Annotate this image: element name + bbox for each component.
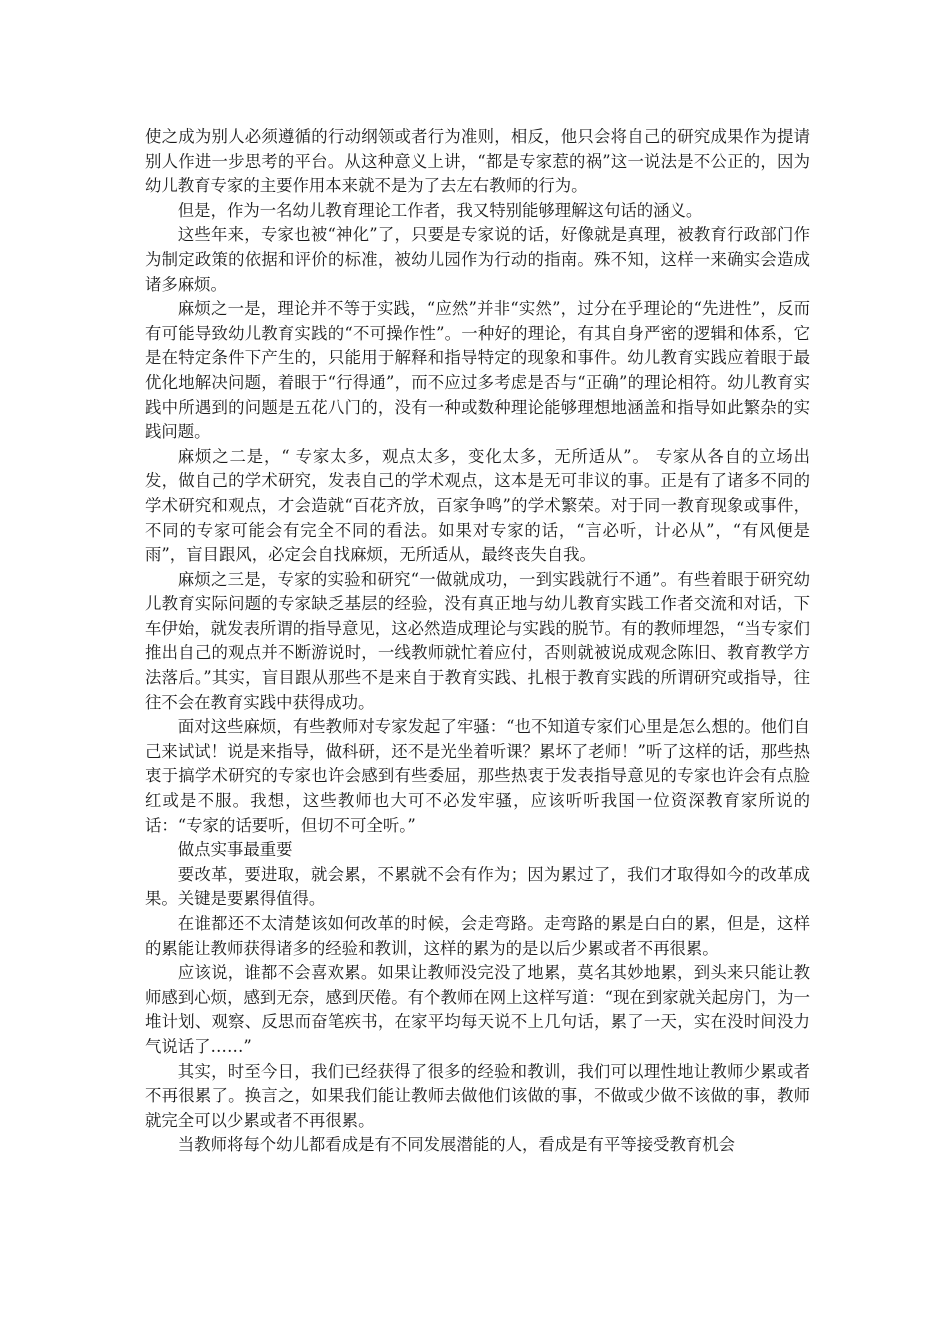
paragraph: 在谁都还不太清楚该如何改革的时候，会走弯路。走弯路的累是白白的累，但是，这样的累能让教师获得诸多的经验和教训，这样的累为的是以后少累或者不再很累。 xyxy=(145,914,810,958)
section-heading: 做点实事最重要 xyxy=(177,840,293,860)
paragraph: 但是，作为一名幼儿教育理论工作者，我又特别能够理解这句话的涵义。 xyxy=(177,200,703,220)
paragraph: 当教师将每个幼儿都看成是有不同发展潜能的人，看成是有平等接受教育机会 xyxy=(177,1135,736,1155)
paragraph: 麻烦之一是，理论并不等于实践，“应然”并非“实然”，过分在乎理论的“先进性”，反而有可能导致幼儿教育实践的“不可操作性”。一种好的理论，有其自身严密的逻辑和体系，它是在特定条件下产生的，只能用于解释和指导特定的现象和事件。幼儿教育实践应着眼于最优化地解决问题，着眼于“行得通”，而不应过多考虑是否与“正确”的理论相符。幼儿教育实践中所遇到的问题是五花八门的，没有一种或数种理论能够理想地涵盖和指导如此繁杂的实践问题。 xyxy=(145,299,810,442)
paragraph: 其实，时至今日，我们已经获得了很多的经验和教训，我们可以理性地让教师少累或者不再很累了。换言之，如果我们能让教师去做他们该做的事，不做或少做不该做的事，教师就完全可以少累或者不再很累。 xyxy=(145,1061,810,1130)
paragraph: 这些年来，专家也被“神化”了，只要是专家说的话，好像就是真理，被教育行政部门作为制定政策的依据和评价的标准，被幼儿园作为行动的指南。殊不知，这样一来确实会造成诸多麻烦。 xyxy=(145,225,810,294)
paragraph: 使之成为别人必须遵循的行动纲领或者行为准则，相反，他只会将自己的研究成果作为提请别人作进一步思考的平台。从这种意义上讲，“都是专家惹的祸”这一说法是不公正的，因为幼儿教育专家的主要作用本来就不是为了去左右教师的行为。 xyxy=(145,127,810,196)
paragraph: 面对这些麻烦，有些教师对专家发起了牢骚：“也不知道专家们心里是怎么想的。他们自己来试试！说是来指导，做科研，还不是光坐着听课？累坏了老师！”听了这样的话，那些热衷于搞学术研究的专家也许会感到有些委屈，那些热衷于发表指导意见的专家也许会有点脸红或是不服。我想，这些教师也大可不必发牢骚，应该听听我国一位资深教育家所说的话：“专家的话要听，但切不可全听。” xyxy=(145,717,810,835)
paragraph: 麻烦之二是，“ 专家太多，观点太多，变化太多，无所适从”。 专家从各自的立场出发，做自己的学术研究，发表自己的学术观点，这本是无可非议的事。正是有了诸多不同的学术研究和观点，才会造就“百花齐放，百家争鸣”的学术繁荣。对于同一教育现象或事件，不同的专家可能会有完全不同的看法。如果对专家的话，“言必听，计必从”，“有风便是雨”，盲目跟风，必定会自找麻烦，无所适从，最终丧失自我。 xyxy=(145,446,810,565)
paragraph: 要改革，要进取，就会累，不累就不会有作为；因为累过了，我们才取得如今的改革成果。关键是要累得值得。 xyxy=(145,864,810,909)
document-body xyxy=(145,125,810,1158)
paragraph: 麻烦之三是，专家的实验和研究“一做就成功，一到实践就行不通”。有些着眼于研究幼儿教育实际问题的专家缺乏基层的经验，没有真正地与幼儿教育实践工作者交流和对话，下车伊始，就发表所谓的指导意见，这必然造成理论与实践的脱节。有的教师埋怨，“当专家们推出自己的观点并不断游说时，一线教师就忙着应付，否则就被说成观念陈旧、教育教学方法落后。”其实，盲目跟从那些不是来自于教育实践、扎根于教育实践的所谓研究或指导，往往不会在教育实践中获得成功。 xyxy=(145,569,810,712)
paragraph: 应该说，谁都不会喜欢累。如果让教师没完没了地累，莫名其妙地累，到头来只能让教师感到心烦，感到无奈，感到厌倦。有个教师在网上这样写道：“现在到家就关起房门，为一堆计划、观察、反思而奋笔疾书，在家平均每天说不上几句话，累了一天，实在没时间没力气说话了……” xyxy=(145,963,810,1056)
